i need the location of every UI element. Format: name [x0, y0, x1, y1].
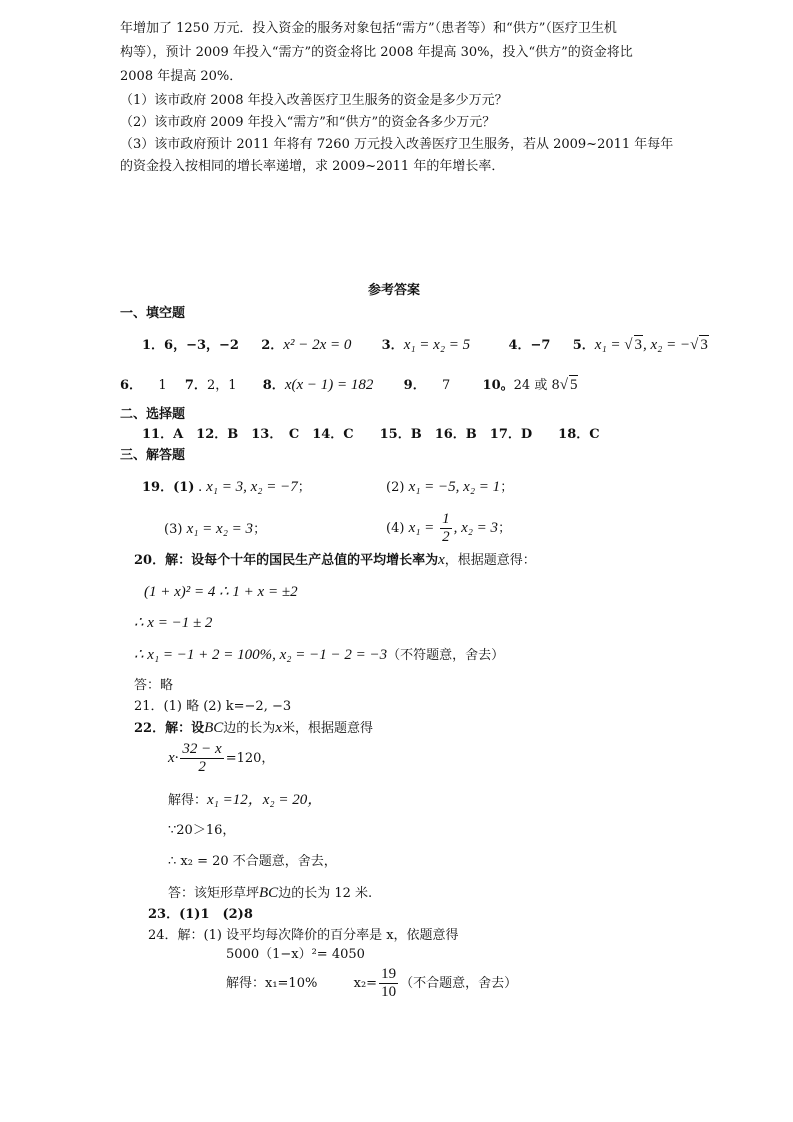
q24-note: （不合题意，舍去）	[400, 976, 518, 991]
q19-part-3-equation: x₁ = x₂ = 3	[186, 521, 254, 537]
fill-blank-row-1	[142, 335, 709, 355]
fraction-numerator: 19	[381, 966, 397, 982]
answer-4: 4．−7	[508, 338, 551, 353]
q19-part-1-equation: . x₁ = 3, x₂ = −7	[198, 479, 298, 495]
q19-part-3	[164, 520, 266, 539]
q19-part-4	[386, 510, 511, 547]
separator: ；	[253, 522, 267, 537]
q22-answer-variable: BC	[259, 885, 279, 901]
q20-equation-1: (1 + x)² = 4 ∴ 1 + x = ±2	[144, 584, 298, 600]
fraction-numerator: 1	[442, 511, 450, 527]
q22-answer-b: 边的长为 12 米.	[278, 886, 373, 901]
q22-equation	[168, 740, 274, 777]
problem-line-3: 2008 年提高 20%．	[120, 69, 243, 84]
q19-part-4-label: (4)	[386, 521, 405, 536]
answer-3-equation: x₁ = x₂ = 5	[403, 337, 471, 353]
answer-7-number: 7．	[184, 378, 207, 393]
answer-5-number: 5．	[572, 338, 595, 353]
q19-part-2-label: (2)	[386, 480, 405, 495]
q20-answer: 答：略	[134, 678, 174, 693]
answer-7: 2，1	[206, 378, 237, 393]
answer-3-number: 3．	[381, 338, 404, 353]
question-2: （2）该市政府 2009 年投入“需方”和“供方”的资金各多少万元？	[120, 115, 496, 130]
q20-equation-3	[134, 646, 504, 665]
separator: ；	[500, 480, 514, 495]
q22-variable-bc: BC	[204, 720, 224, 736]
fill-blank-row-2	[120, 375, 578, 395]
q20-intro	[134, 551, 536, 570]
sqrt-symbol: √	[690, 337, 699, 353]
answer-2-equation: x² − 2x = 0	[283, 337, 352, 353]
section-fill-blank-heading: 一、填空题	[120, 306, 186, 321]
q22-intro-a: 22．解：设	[134, 721, 205, 736]
separator: ；	[297, 480, 311, 495]
q24-solve-a: 解得：x₁=10%	[226, 976, 318, 991]
answer-5-radicand-1: 3	[634, 337, 643, 353]
q20-equation-3-note: （不符题意，舍去）	[387, 648, 505, 663]
q19-part-1	[142, 478, 311, 497]
q22-solve-label: 解得：	[168, 793, 208, 808]
question-3-line-2: 的资金投入按相同的增长率递增，求 2009~2011 年的年增长率．	[120, 159, 505, 174]
q22-therefore: ∴ x₂ = 20 不合题意，舍去，	[168, 854, 337, 869]
q22-fraction	[180, 742, 223, 775]
answers-title: 参考答案	[368, 283, 421, 298]
separator: ；	[498, 521, 512, 536]
q22-answer	[168, 884, 372, 903]
answer-5-radicand-2: 3	[700, 337, 708, 353]
answer-8-number: 8．	[262, 378, 285, 393]
fraction-denominator: 2	[442, 529, 450, 545]
q20-equation-2: ∴ x = −1 ± 2	[134, 615, 213, 631]
fraction-numerator: 32 − x	[182, 741, 222, 757]
q20-intro-a: 20．解：设每个十年的国民生产总值的平均增长率为	[134, 553, 439, 568]
q20-intro-b: ，根据题意得：	[444, 553, 536, 568]
q22-solution	[168, 791, 322, 810]
q23-answer: 23．(1)1 (2)8	[148, 907, 253, 922]
fraction-one-half	[440, 512, 452, 545]
answer-1: 1．6，−3，−2	[142, 338, 239, 353]
answer-10-radicand: 5	[569, 377, 578, 393]
q19-part-2	[386, 478, 513, 497]
q24-solve-b: x₂=	[353, 976, 378, 991]
q22-intro-c: 米，根据题意得	[281, 721, 373, 736]
answer-8-equation: x(x − 1) = 182	[284, 377, 374, 393]
q19-part-3-label: (3)	[164, 522, 183, 537]
q22-variable-x: x	[275, 720, 282, 736]
q19-part-4-equation-b: , x₂ = 3	[453, 520, 499, 536]
q22-answer-a: 答：该矩形草坪	[168, 886, 260, 901]
q19-part-4-equation-a: x₁ =	[408, 520, 439, 536]
q19-label: 19．(1)	[142, 480, 195, 495]
q24-equation: 5000（1−x）²= 4050	[226, 947, 365, 962]
answer-10-number: 10。	[482, 378, 514, 393]
question-3-line-1: （3）该市政府预计 2011 年将有 7260 万元投入改善医疗卫生服务，若从 2009~2011 年每年	[120, 137, 674, 152]
answer-5-part-a: x₁ =	[594, 337, 625, 353]
question-1: （1）该市政府 2008 年投入改善医疗卫生服务的资金是多少万元？	[120, 93, 508, 108]
problem-line-1: 年增加了 1250 万元．投入资金的服务对象包括“需方”（患者等）和“供方”（医疗卫生机	[120, 21, 617, 36]
q22-because: ∵20＞16，	[168, 823, 236, 838]
fraction-denominator: 10	[381, 984, 397, 1000]
answer-6: 1	[158, 378, 167, 393]
q22-solve-values: x₁ =12，x₂ = 20，	[207, 792, 323, 808]
q22-intro	[134, 719, 373, 738]
q24-fraction	[379, 967, 398, 1000]
q20-variable: x	[438, 552, 445, 568]
q19-part-2-equation: x₁ = −5, x₂ = 1	[408, 479, 501, 495]
sqrt-symbol: √	[559, 377, 568, 393]
answer-10-part-a: 24 或 8	[513, 378, 560, 393]
q22-intro-b: 边的长为	[223, 721, 276, 736]
q21-answer: 21．(1) 略 (2) k=−2, −3	[134, 699, 292, 714]
q20-equation-3-math: ∴ x₁ = −1 + 2 = 100%, x₂ = −1 − 2 = −3	[134, 647, 388, 663]
answer-9-number: 9．	[403, 378, 426, 393]
answer-2-number: 2．	[261, 338, 284, 353]
section-solution-heading: 三、解答题	[120, 448, 186, 463]
q24-solution	[226, 964, 517, 1004]
q24-intro: 24．解：(1) 设平均每次降价的百分率是 x，依题意得	[148, 928, 459, 943]
fraction-denominator: 2	[198, 759, 206, 775]
choice-answers: 11．A 12．B 13． C 14．C 15．B 16．B 17．D 18．C	[142, 427, 600, 442]
problem-line-2: 构等），预计 2009 年投入“需方”的资金将比 2008 年提高 30%，投入“供方”的资金将比	[120, 45, 633, 60]
q22-equation-rhs: =120，	[225, 751, 275, 766]
q22-equation-x: x·	[168, 750, 179, 766]
answer-5-part-c: , x₂ = −	[643, 337, 691, 353]
section-choice-heading: 二、选择题	[120, 407, 186, 422]
sqrt-symbol: √	[624, 337, 633, 353]
answer-6-number: 6．	[120, 378, 143, 393]
answer-9: 7	[441, 378, 451, 393]
